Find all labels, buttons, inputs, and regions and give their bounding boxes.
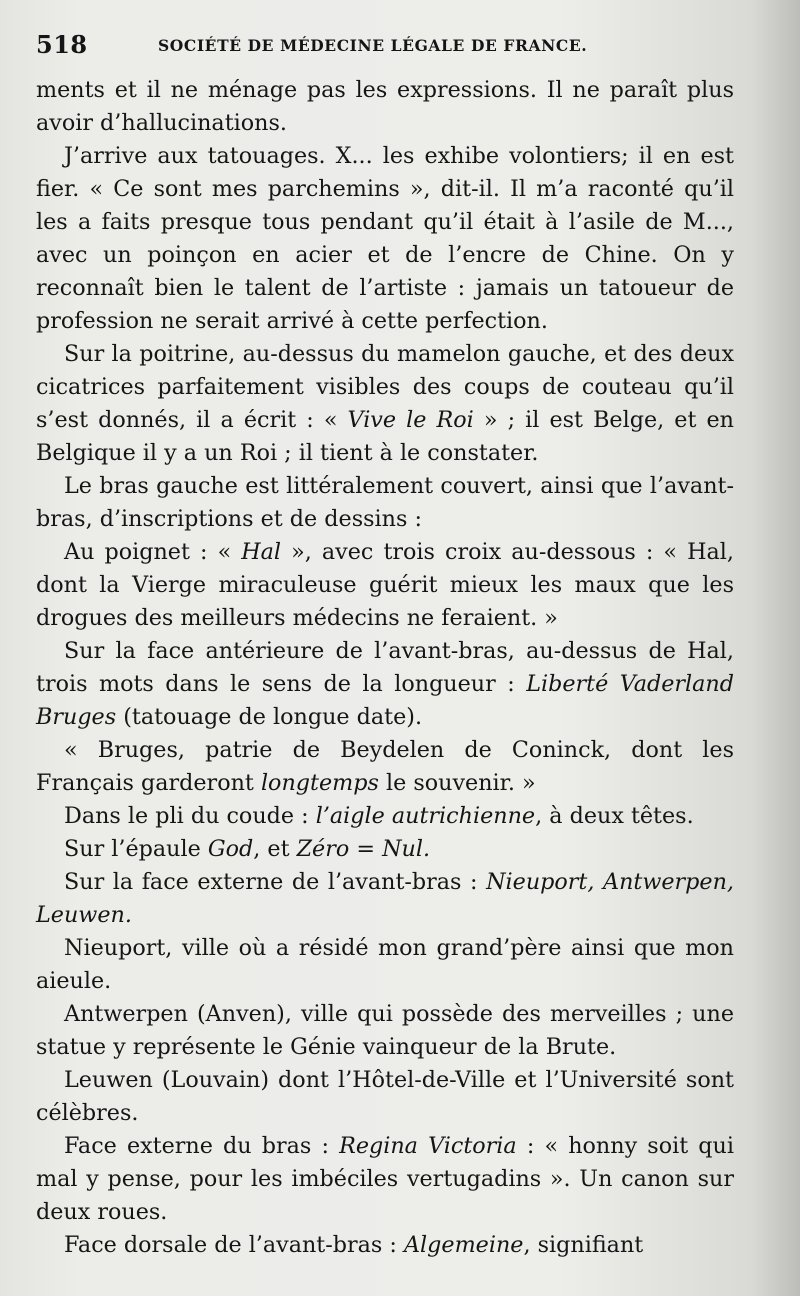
italic-text: Hal <box>241 539 282 565</box>
italic-text: Nul. <box>382 836 431 862</box>
text-run: (tatouage de longue date). <box>116 704 423 730</box>
body-text <box>36 74 734 1262</box>
text-run: J’arrive aux tatouages. X... les exhibe volontiers; il en est fier. « Ce sont mes parchemins », dit-il. Il m’a raconté qu’il les a faits presque tous pendant qu’il était à l’asile de M..., avec un poinçon en acier et de l’encre de Chine. On y reconnaît bien le talent de l’artiste : jamais un tatoueur de profession ne serait arrivé à cette perfection. <box>36 143 734 334</box>
text-run: : « honny soit qui mal y pense, pour les imbéciles vertugadins ». Un canon sur deux roues. <box>36 1133 734 1225</box>
italic-text: Algemeine <box>403 1232 524 1258</box>
text-run: , à deux têtes. <box>535 803 694 829</box>
paragraph <box>36 833 734 866</box>
italic-text: Regina Victoria <box>339 1133 517 1159</box>
text-run: Dans le pli du coude : <box>64 803 316 829</box>
paragraph <box>36 998 734 1064</box>
running-head: SOCIÉTÉ DE MÉDECINE LÉGALE DE FRANCE. <box>158 36 588 55</box>
paragraph <box>36 1064 734 1130</box>
text-run: Leuwen (Louvain) dont l’Hôtel-de-Ville et l’Université sont célèbres. <box>36 1067 734 1126</box>
text-run: ments et il ne ménage pas les expressions. Il ne paraît plus avoir d’hallucinations. <box>36 77 734 136</box>
paragraph <box>36 635 734 734</box>
italic-text: Nieuport, Antwerpen, Leuwen. <box>36 869 734 928</box>
text-run: le souvenir. » <box>378 770 536 796</box>
paragraph <box>36 866 734 932</box>
paragraph <box>36 734 734 800</box>
text-run: Face dorsale de l’avant-bras : <box>64 1232 404 1258</box>
italic-text: Liberté Vaderland Bruges <box>36 671 734 730</box>
page-header <box>36 30 726 64</box>
text-run: Sur la poitrine, au-dessus du mamelon gauche, et des deux cicatrices parfaitement visibles des coups de couteau qu’il s’est donnés, il a écrit : « <box>36 341 734 433</box>
text-run: Sur l’épaule <box>64 836 208 862</box>
paragraph <box>36 140 734 338</box>
text-run: Nieuport, ville où a résidé mon grand’père ainsi que mon aieule. <box>36 935 734 994</box>
paragraph <box>36 932 734 998</box>
text-run: « Bruges, patrie de Beydelen de Coninck, dont les Français garderont <box>36 737 734 796</box>
italic-text: God <box>207 836 254 862</box>
paragraph <box>36 470 734 536</box>
italic-text: Vive le Roi <box>347 407 474 433</box>
italic-text: Zéro <box>296 836 350 862</box>
paragraph <box>36 536 734 635</box>
text-run: Face externe du bras : <box>64 1133 340 1159</box>
italic-text: l’aigle autrichienne <box>315 803 536 829</box>
paragraph <box>36 1229 734 1262</box>
italic-text: longtemps <box>260 770 379 796</box>
text-run: », avec trois croix au-dessous : « Hal, dont la Vierge miraculeuse guérit mieux les maux que les drogues des meilleurs médecins ne feraient. » <box>36 539 734 631</box>
text-run: , signifiant <box>523 1232 644 1258</box>
text-run: Antwerpen (Anven), ville qui possède des merveilles ; une statue y représente le Génie vainqueur de la Brute. <box>36 1001 734 1060</box>
paragraph <box>36 74 734 140</box>
paragraph <box>36 800 734 833</box>
text-run: Sur la face externe de l’avant-bras : <box>64 869 487 895</box>
text-run: Sur la face antérieure de l’avant-bras, au-dessus de Hal, trois mots dans le sens de la longueur : <box>36 638 734 697</box>
text-run: = <box>349 836 383 862</box>
page-number: 518 <box>36 30 88 59</box>
text-run: , et <box>253 836 297 862</box>
paragraph <box>36 338 734 470</box>
text-run: Le bras gauche est littéralement couvert, ainsi que l’avant-bras, d’inscriptions et de dessins : <box>36 473 734 532</box>
paragraph <box>36 1130 734 1229</box>
text-run: Au poignet : « <box>64 539 242 565</box>
text-run: » ; il est Belge, et en Belgique il y a un Roi ; il tient à le constater. <box>36 407 734 466</box>
